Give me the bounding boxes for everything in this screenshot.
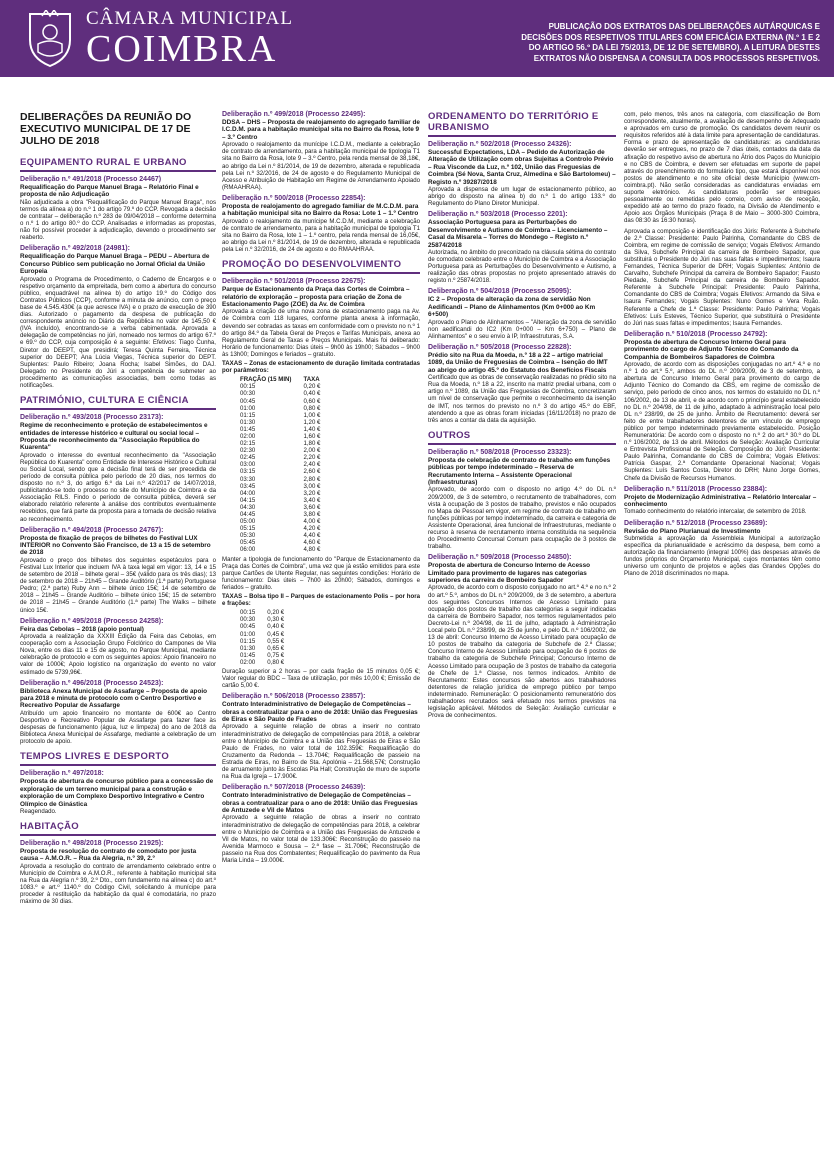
- tax-row: [240, 546, 332, 553]
- brand: [86, 8, 293, 68]
- deliberation-number: Deliberação n.º 506/2018 (Processo 23857):: [222, 693, 366, 701]
- tax-row: [240, 412, 332, 419]
- section-heading: PATRIMÓNIO, CULTURA E CIÊNCIA: [20, 395, 216, 410]
- tax-row: [240, 659, 296, 666]
- deliberation-title: Proposta de resolução do contrato de comodato por justa causa – A.M.O.R. – Rua da Alegria, n.º 39, 2.º: [20, 848, 197, 863]
- tax-row: [240, 497, 332, 504]
- tax-fraction: 03:45: [240, 482, 256, 490]
- tax-value: 0,20 €: [267, 609, 285, 617]
- tax-value: 4,00 €: [303, 518, 321, 526]
- deliberation-title: Associação Portuguesa para as Perturbações do Desenvolvimento e Autismo de Coimbra – Licenciamento – Casal da Misarela – Torres do Mondego – Registo n.º 25874/2018: [428, 219, 608, 249]
- deliberation-number: Deliberação n.º 500/2018 (Processo 22854):: [222, 194, 366, 202]
- tax-value: 3,80 €: [303, 511, 321, 518]
- tax-row: [240, 461, 332, 468]
- tax-value: 2,60 €: [303, 468, 321, 476]
- deliberation-title: Biblioteca Anexa Municipal de Assafarge – Proposta de apoio para 2018 e minuta de protocolo com o Centro Desportivo e Recreativo Popular de Assafarge: [20, 687, 208, 710]
- tax-fraction: 02:30: [240, 447, 256, 455]
- deliberation-body: Aprovado o realojamento da munícipe M.C.D.M, mediante a celebração de contrato de arrendamento, para a habitação municipal de tipologia T1 sita no Bairro da Rosa, lote 1 – 1.º centro, pela renda mensal de 16,05€, ao abrigo da Lei n.º 81/2014, de 19 de dezembro, alterada e republicada pela Lei n.º 32/2016, de 24 de agosto e do RMAAHRAA.: [222, 217, 420, 254]
- tax-row: [240, 454, 332, 461]
- deliberation-title: Requalificação do Parque Manuel Braga – PEDU – Abertura de Concurso Público sem publicação no Jornal Oficial da União Europeia: [20, 253, 210, 276]
- tax-row: [240, 518, 332, 525]
- deliberation-body: Aprovado o Programa de Procedimento, o Caderno de Encargos e o respetivo orçamento da empreitada, bem como a abertura do concurso público, enquadrável na alínea b) do artigo 19.º do Código dos Contratos Públicos (CCP), conforme a minuta de anúncio, com o preço base de 4.545.430€ (a que acresce IVA) e o prazo de execução de 390 dias. Autorizado o pagamento da despesa de publicação do correspondente anúncio no Diário da República no valor de 145,50 € (IVA incluído), encontrando-se a verba cabimentada. Aprovada a delegação de competências no júri, nomeado nos termos do artigo 67.º e 69.º do CCP, cuja composição é a seguinte: Efetivos: Tiago Cunha, Diretor do DEEPT, que presidirá; Teresa Quinta Ferreira, Técnica superior do DEEPT; Ana Lúcia Viegas, Técnica superior do DEPT. Suplentes: Paulo Ribeiro; Joana Rocha; Isabel Simões, do DAJ. Delegado no Presidente do Júri a competência de submeter ao procedimento as comunicações associadas, bem como todas as notificações.: [20, 275, 216, 389]
- tax-value: 0,80 €: [267, 658, 285, 666]
- tax-value: 4,60 €: [303, 539, 321, 547]
- deliberation-title: Requalificação do Parque Manuel Braga – Relatório Final e proposta de não Adjudicação: [20, 184, 199, 199]
- tax-value: 3,60 €: [303, 503, 321, 511]
- tax-row: [240, 447, 332, 454]
- tax-row: [240, 631, 296, 638]
- deliberation-number: Deliberação n.º 492/2018 (24981):: [20, 245, 130, 253]
- tax-value: 1,00 €: [303, 411, 321, 419]
- tax-value: 0,75 €: [267, 651, 285, 659]
- tax-row: [240, 623, 296, 630]
- deliberation-number: Deliberação n.º 494/2018 (Processo 24767):: [20, 526, 164, 534]
- section-heading: OUTROS: [428, 430, 616, 445]
- deliberation-number: Deliberação n.º 495/2018 (Processo 24258):: [20, 617, 164, 625]
- deliberation-body: Aprovado o preço dos bilhetes dos seguintes espetáculos para o Festival Lux Interior que incluem IVA à taxa legal em vigor: 13, 14 e 15 de setembro de 2018 – bilhete geral – 35€ (válido para os três dias); 13 de setembro de 2018 – 21h45 – Grande Auditório (1.ª parte) Portuguese Pedro; (2.ª parte) Ruby Ann – bilhete único 15€; 14 de setembro de 2018 – 21h45 – Grande Auditório – bilhete único 15€; 15 de setembro de 2018 – 21h45 – Grande Auditório (1.ª parte) The Walks – bilhete único 15€.: [20, 556, 216, 614]
- tax-value: 1,80 €: [303, 440, 321, 448]
- deliberation-number: Deliberação n.º 497/2018:: [20, 770, 104, 778]
- tax-fraction: 02:00: [240, 658, 256, 666]
- tax-fraction: 06:00: [240, 546, 256, 554]
- deliberation-title: Successful Expectations, LDA – Pedido de Autorização de Alteração de Utilização com obras Sujeitas a Controlo Prévio – Rua Visconde da Luz, n.º 102, União das Freguesias de Coimbra (Sé Nova, Santa Cruz, Almedina e São Bartolomeu) – Registo n.º 39287/2018: [428, 149, 616, 186]
- section-heading: TEMPOS LIVRES E DESPORTO: [20, 751, 216, 766]
- deliberation-body: Tomado conhecimento do relatório intercalar, de setembro de 2018.: [624, 508, 807, 516]
- deliberation-title: Regime de reconhecimento e proteção de estabelecimentos e entidades de interesse histórico e cultural ou social local – Proposta de reconhecimento da "Associação República do Kuarenta": [20, 422, 208, 452]
- publication-notice: PUBLICAÇÃO DOS EXTRATOS DAS DELIBERAÇÕES AUTÁRQUICAS E DECISÕES DOS RESPETIVOS TITULARES COM EFICÁCIA EXTERNA (N.º 1 E 2 DO ARTIGO 56.º DA LEI 75/2013, DE 12 DE SETEMBRO). A LEITURA DESTES EXTRATOS NÃO DISPENSA A CONSULTA DOS PROCESSOS RESPETIVOS.: [521, 22, 820, 63]
- deliberation-body: Aprovado a seguinte relação de obras a inserir no contrato interadministrativo de delegação de competências para 2018, a celebrar entre o Município de Coimbra e a União das Freguesias de Eiras e São Paulo de Frades, no valor total de 102.359€: Requalificação do Cruzamento da Redonda – 13.704€; Requalificação de passeio na Estrada de Eiras, no Bairro de Sta. Apolónia – 21.568,57€; Construção de arruamento junto às Escolas Pia Hall; Construção de muro de suporte na Rua da Igreja – 17.900€.: [222, 723, 420, 781]
- section-heading: ORDENAMENTO DO TERRITÓRIO E URBANISMO: [428, 111, 616, 137]
- deliberation-title: Proposta de abertura de Concurso Interno Geral para provimento do cargo de Adjunto Técnico do Comando da Companhia de Bombeiros Sapadores de Coimbra: [624, 338, 799, 361]
- section-heading: PROMOÇÃO DO DESENVOLVIMENTO: [222, 259, 420, 274]
- tax-fraction: 00:30: [240, 390, 256, 398]
- deliberation-body: Aprovado a seguinte relação de obras a inserir no contrato interadministrativo de delegação de competências para 2018, a celebrar entre o Município de Coimbra e a União das Freguesias de Antuzede e Vil de Matos, no valor total de 133.306€: Reconstrução do passeio na Avenida Marmoco e Sousa – 2.ª fase – 31.706€; Reconstrução de passeio na Rua dos Combatentes; Requalificação do pavimento da Rua Maria Linda – 19.000€.: [222, 814, 420, 864]
- tax-table-title: TAXAS – Bolsa tipo II – Parques de estacionamento Polis – por hora e frações:: [222, 593, 420, 608]
- tax-fraction: 01:30: [240, 418, 256, 426]
- tax-fraction: 01:00: [240, 630, 256, 638]
- tax-fraction: 00:15: [240, 383, 256, 391]
- deliberation-title: Feira das Cebolas – 2018 (apoio pontual): [20, 625, 144, 633]
- tax-fraction: 03:15: [240, 468, 256, 476]
- tax-fraction: 01:45: [240, 651, 256, 659]
- tax-value: 3,00 €: [303, 482, 321, 490]
- tax-col-header: TAXA: [303, 376, 320, 384]
- tax-row: [240, 405, 332, 412]
- tax-fraction: 05:30: [240, 532, 256, 540]
- deliberation-title: Projeto de Modernização Administrativa – Relatório Intercalar – conhecimento: [624, 493, 817, 509]
- tax-fraction: 03:00: [240, 461, 256, 469]
- deliberation-number: Deliberação n.º 499/2018 (Processo 22495):: [222, 111, 366, 118]
- brand-line2: COIMBRA: [86, 28, 278, 70]
- page-title: DELIBERAÇÕES DA REUNIÃO DO EXECUTIVO MUNICIPAL DE 17 DE JULHO DE 2018: [20, 111, 192, 147]
- tax-row: [240, 433, 332, 440]
- tax-fraction: 05:15: [240, 525, 256, 533]
- tax-fraction: 04:15: [240, 496, 256, 504]
- tax-row: [240, 504, 332, 511]
- tax-col-header: FRAÇÃO (15 MIN): [240, 376, 292, 384]
- page-header: [0, 0, 834, 77]
- tax-table-2: [240, 609, 296, 666]
- deliberation-number: Deliberação n.º 491/2018 (Processo 24467): [20, 176, 162, 183]
- deliberation-body: Reagendado.: [20, 807, 57, 815]
- deliberation-body: Aprovado o interesse do eventual reconhecimento da "Associação República do Kuarenta" como Entidade de Interesse Histórico e Cultural ou Social Local, sendo que a decisão final terá de ser precedida de período de consulta pública pelo período de 20 dias, nos termos do disposto no n.º 3, do artigo 6.º da Lei n.º 42/2017 de 14/07/2018, publicitando-se todo o processo no site do Município de Coimbra e da Associação RILS. Findo o período de consulta pública, deverá ser elaborado relatório referente à análise dos contributos eventualmente recebidos, que fará parte da proposta para a tomada de decisão relativa ao reconhecimento.: [20, 451, 216, 523]
- deliberation-title: Parque de Estacionamento da Praça das Cortes de Coimbra – relatório de exploração – proposta para criação de Zona de Estacionamento Pago (ZOE) da Av. de Coimbra: [222, 286, 410, 308]
- tax-row: [240, 390, 332, 397]
- tax-value: 0,55 €: [267, 637, 285, 645]
- column-4: [624, 111, 820, 578]
- deliberation-title: DDSA – DHS – Proposta de realojamento do agregado familiar de I.C.D.M. para a habitação municipal sita no Bairro da Rosa, lote 9 – 3.º Centro: [222, 119, 420, 141]
- deliberation-body: Não adjudicada a obra "Requalificação do Parque Manuel Braga", nos termos da alínea a) do n.º 1 do artigo 79.º do CCP. Revogada a decisão de contratar – deliberação n.º 283 de 09/04/2018 – conforme determina o n.º 1 do artigo 80.º do CCP. Analisadas e informadas as propostas, não foi possível proceder à adjudicação, devendo o procedimento ser reaberto.: [20, 198, 216, 242]
- column-2: [222, 111, 420, 864]
- tax-value: 0,40 €: [303, 390, 321, 398]
- deliberation-body: Aprovada a composição e identificação dos Júris: Referente à Subchefe de 2.ª Classe: Presidente: Paulo Palrinha, Comandante do CBS de Coimbra, em regime de comissão de serviço; Vogais Efetivos: Armando da Silva, Subchefe Principal da carreira de Bombeiro Sapador, que substituirá o Presidente do Júri nas suas faltas e impedimentos; Isaura Fernandes, Técnica Superior de DRH; Vogais Suplentes: António de Carvalho, Subchefe Principal da carreira de Bombeiro Sapador; Fausto Piedade, Subchefe Principal da carreira de Bombeiro Sapador. Referente à Subchefe Principal: Presidente: Paulo Palrinha, Comandante do CBS de Coimbra; Vogais Efetivos: Armando da Silva e Isaura Fernandes; Vogais Suplentes: Nuno Gomes e Vera Ruão. Referente a Chefe de 1.ª Classe: Presidente: Paulo Palrinha; Vogais Efetivos: Luís Esteves, Técnico Superior, que substituirá o Presidente do Júri nas suas faltas e impedimentos; Isaura Fernandes.: [624, 227, 820, 327]
- tax-fraction: 05:00: [240, 518, 256, 526]
- tax-row: [240, 398, 332, 405]
- tax-value: 0,40 €: [267, 623, 285, 631]
- tax-value: 3,20 €: [303, 489, 321, 497]
- tax-row: [240, 490, 332, 497]
- tax-row: [240, 638, 296, 645]
- deliberation-body: Aprovado o realojamento da munícipe I.C.D.M., mediante a celebração de contrato de arrendamento, para a habitação municipal de tipologia T1 sita no Bairro da Rosa, lote 9 – 3.º Centro, pela renda mensal de 38,18€, ao abrigo da Lei n.º 81/2014, de 19 de dezembro, alterada e republicada pela Lei n.º 32/2016, de 24 de agosto e do Regulamento Municipal de Acesso e Atribuição de Habitação em Regime de Arrendamento Apoiado (RMAAHRAA).: [222, 141, 420, 191]
- tax-fraction: 05:45: [240, 539, 256, 547]
- deliberation-body: Submetida a aprovação da Assembleia Municipal a autorização específica da plurianualidade e acréscimo da despesa, bem como a autorização da financiamento (integral 100%) das despesas através de fundos próprios do Orçamento Municipal, cujos montantes têm como universo um conjunto de projetos e ações das Grandes Opções do Plano de 2018 discriminados no mapa.: [624, 534, 820, 578]
- tax-fraction: 04:30: [240, 503, 256, 511]
- deliberation-number: Deliberação n.º 511/2018 (Processo 23884):: [624, 485, 768, 493]
- section-heading: HABITAÇÃO: [20, 821, 216, 836]
- tax-value: 0,30 €: [267, 616, 285, 624]
- deliberation-number: Deliberação n.º 507/2018 (Processo 24639):: [222, 784, 366, 792]
- tax-row: [240, 383, 332, 390]
- tax-row: [240, 525, 332, 532]
- tax-row: [240, 483, 332, 490]
- tax-row: [240, 426, 332, 433]
- tax-fraction: 02:00: [240, 432, 256, 440]
- tax-row: [240, 511, 332, 518]
- section-heading: EQUIPAMENTO RURAL E URBANO: [20, 157, 216, 172]
- tax-fraction: 01:30: [240, 644, 256, 652]
- deliberation-title: Prédio sito na Rua da Moeda, n.º 18 a 22 – artigo matricial 1089, da União de Freguesias de Coimbra – Isenção do IMT ao abrigo do artigo 45.º do Estatuto dos Benefícios Fiscais: [428, 351, 608, 374]
- tax-value: 0,65 €: [267, 644, 285, 652]
- deliberation-body: com, pelo menos, três anos na categoria, com classificação de Bom correspondente, atualmente, a avaliação de desempenho de Adequado e aprovados em curso de promoção. Os candidatos devem reunir os requisitos referidos até à data limite para apresentação de candidaturas. Forma e prazo de apresentação de candidaturas: as candidaturas deverão ser entregues, no prazo de 7 dias úteis, contados da data da afixação do respetivo aviso de abertura no Átrio dos Paços do Município e no CBS de Coimbra, e devem ser efetuadas em suporte de papel através do preenchimento do formulário tipo, que estará disponível nos postos de atendimento e no site oficial deste Município (www.cm-coimbra.pt). Não serão consideradas as candidaturas enviadas em suporte eletrónico. As candidaturas poderão ser entregues pessoalmente ou remetidas pelo correio, com aviso de receção, expedido até ao termo do prazo fixado, na Divisão de Atendimento e Apoio aos Órgãos Municipais (Praça 8 de Maio – 3000-300 Coimbra, das 08:30 às 16:30 horas).: [624, 111, 820, 225]
- tax-table-title: TAXAS – Zonas de estacionamento de duração limitada contratadas por parâmetros:: [222, 360, 420, 375]
- tax-fraction: 01:15: [240, 637, 256, 645]
- tax-fraction: 00:45: [240, 397, 256, 405]
- tax-row: [240, 609, 296, 616]
- deliberation-body: Certificado que as obras de conservação realizadas no prédio sito na Rua da Moeda, n.º 18 a 22, inscrito na matriz predial urbana, com o artigo n.º 1089, da União das Freguesias de Coimbra, concretizaram um nível de conservação que permite o reconhecimento da isenção de IMT, nos termos do previsto no n.º 3 do artigo 45.º do EBF, atendendo a que as obras foram iniciadas (16/11/2018) no prazo de três anos a contar da data da aquisição.: [428, 374, 616, 424]
- deliberation-title: Proposta de realojamento do agregado familiar de M.C.D.M. para a habitação municipal sita no Bairro da Rosa: Lote 1 – 1.º Centro: [222, 202, 419, 218]
- deliberation-title: Proposta de abertura de concurso público para a concessão de exploração de um terreno municipal para a construção e exploração de um Complexo Desportivo Integrativo e Centro Olímpico de Ginástica: [20, 778, 214, 808]
- deliberation-body: Aprovada a realização da XXXIII Edição da Feira das Cebolas, em cooperação com a Associação Grupo Folclórico do Campones de Vila Nova, entre os dias 11 e 15 de agosto, no Parque Municipal, mediante celebração de protocolo e com os seguintes apoios: Apoio financeiro no valor de 1000€; Apoio logístico na organização do evento no valor estimado de 5739,96€.: [20, 633, 216, 676]
- deliberation-body: Manter a tipologia de funcionamento do "Parque de Estacionamento da Praça das Cortes de Coimbra", uma vez que já estão emitidos para este parque Cartões de Utente Regular, nas seguintes condições: Horário de funcionamento: Dias úteis – 7h00 às 20h00; Sábados, domingos e feriados – gratuito.: [222, 555, 420, 591]
- coimbra-coat-of-arms-icon: [22, 10, 78, 68]
- tax-value: 4,40 €: [303, 532, 321, 540]
- tax-row: [240, 476, 332, 483]
- tax-value: 2,80 €: [303, 475, 321, 483]
- deliberation-number: Deliberação n.º 496/2018 (Processo 24523):: [20, 679, 164, 687]
- tax-value: 4,20 €: [303, 525, 321, 533]
- deliberation-number: Deliberação n.º 493/2018 (Processo 23173):: [20, 414, 164, 422]
- deliberation-number: Deliberação n.º 504/2018 (Processo 25095):: [428, 288, 572, 296]
- tax-fraction: 01:45: [240, 425, 256, 433]
- brand-line1: CÂMARA MUNICIPAL: [86, 8, 293, 29]
- tax-fraction: 03:30: [240, 475, 256, 483]
- tax-row: [240, 539, 332, 546]
- deliberation-number: Deliberação n.º 512/2018 (Processo 23689):: [624, 519, 768, 527]
- deliberation-number: Deliberação n.º 505/2018 (Processo 22828):: [428, 343, 572, 351]
- tax-value: 1,20 €: [303, 418, 321, 426]
- deliberation-number: Deliberação n.º 502/2018 (Processo 24326):: [428, 141, 572, 148]
- tax-fraction: 01:15: [240, 411, 256, 419]
- tax-value: 3,40 €: [303, 496, 321, 504]
- column-3: [428, 111, 616, 719]
- tax-fraction: 00:15: [240, 609, 256, 617]
- tax-row: [240, 652, 296, 659]
- deliberation-number: Deliberação n.º 503/2018 (Processo 2201):: [428, 211, 568, 219]
- deliberation-body: Aprovada a criação de uma nova zona de estacionamento paga na Av. de Coimbra com 118 lugares, conforme planta anexa à informação, devendo ser cobradas as taxas em conformidade com o previsto no n.º 1 do artigo 84.º da Tabela Geral de Preços e Tarifas Municipais, anexa ao Regulamento Geral de Taxas e Preços Municipais. Mais foi deliberado: Horário de funcionamento: Dias úteis – 9h00 às 19h00; Sábados – 9h00 às 13h00; Domingos e feriados – gratuito.: [222, 308, 420, 358]
- tax-row: [240, 645, 296, 652]
- tax-value: 2,40 €: [303, 461, 321, 469]
- deliberation-body: Aprovado o Plano de Alinhamentos – "Alteração da zona de servidão non aedificandi do IC2 (Km 0+000 – Km 6+750) – Plano de Alinhamentos" e o seu envio à IP, Infraestruturas, S.A.: [428, 318, 616, 340]
- tax-fraction: 04:00: [240, 489, 256, 497]
- deliberation-body: Aprovada a resolução do contrato de arrendamento celebrado entre o Município de Coimbra e A.M.O.R., referente à habitação municipal sita na Rua da Alegria n.º 39, 2.º Dto., com fundamento na alínea c) do art.º 1083.º e art.º 1140.º do Código Civil, solicitando à munícipe para proceder à restituição da habitação da qual é comodatária, no prazo máximo de 30 dias.: [20, 862, 216, 906]
- tax-fraction: 02:15: [240, 440, 256, 448]
- deliberation-title: Proposta de celebração de contrato de trabalho em funções públicas por tempo indeterminado – Reserva de Recrutamento Interna – Assistente Operacional (Infraestruturas): [428, 456, 611, 486]
- tax-value: 2,00 €: [303, 447, 321, 455]
- tax-value: 2,20 €: [303, 454, 321, 462]
- tax-value: 0,60 €: [303, 397, 321, 405]
- deliberation-body: Atribuído um apoio financeiro no montante de 600€ ao Centro Desportivo e Recreativo Popular de Assafarge para fazer face às despesas de funcionamento (água, luz e limpeza) do ano de 2018 da Biblioteca Anexa Municipal de Assafarge, mediante a celebração de um protocolo de apoio.: [20, 709, 216, 746]
- tax-row: [240, 532, 332, 539]
- deliberation-title: Contrato Interadministrativo de Delegação de Competências – obras a contratualizar para o ano de 2018: União das Freguesias de Eiras e São Paulo de Frades: [222, 701, 418, 724]
- tax-fraction: 04:45: [240, 511, 256, 518]
- tax-value: 1,60 €: [303, 432, 321, 440]
- tax-value: 0,20 €: [303, 383, 321, 391]
- tax-value: 1,40 €: [303, 425, 321, 433]
- deliberation-title: IC 2 – Proposta de alteração da zona de servidão Non Aedificandi – Plano de Alinhamentos (Km 0+000 ao Km 6+500): [428, 296, 596, 319]
- tax-table: [240, 376, 332, 553]
- tax-fraction: 00:45: [240, 623, 256, 631]
- deliberation-title: Proposta de abertura de Concurso Interno de Acesso Limitado para provimento de lugares nas categorias superiores da carreira de Bombeiro Sapador: [428, 562, 591, 585]
- deliberation-body: Duração superior a 2 horas – por cada fração de 15 minutos 0,05 €; Valor regular do BDC – Taxa de utilização, por mês 10,00 €; Emissão de cartão 5,00 €.: [222, 667, 420, 690]
- deliberation-body: Aprovado, de acordo com as disposições conjugadas no art.º 4.º e no n.º 1 do art.º 5.º, ambos do DL n.º 209/2009, de 3 de setembro, a abertura de Concurso Interno Geral para provimento do cargo de Adjunto Técnico do Comando da CBS, em regime de comissão de serviço, pelo período de cinco anos, nos termos do estatuído no DL n.º 106/2002, de 13 de abril, e de acordo com o princípio geral estabelecido no DL n.º 204/98, de 11 de julho, adaptado à administração local pelo DL n.º 238/99, de 25 de junho. Âmbito de Recrutamento: deverá ser feito de entre trabalhadores detentores de um vínculo de emprego público por tempo indeterminado previamente estabelecido. Posição Remuneratória: De acordo com o disposto no n.º 2 do art.º 30.º do DL n.º 106/2002, de 13 de abril. Métodos de Seleção: Avaliação Curricular e Entrevista Profissional de Seleção. Composição do Júri: Presidente: Paulo Palrinha, Comandante do CBS de Coimbra; Vogais Efetivos: Patrícia Gaspar, 2.ª Comandante Operacional Nacional; Vogais Suplentes: Luís Santos Costa, Diretor do DRH; Nuno Jorge Gomes, Chefe da Divisão de Recursos Humanos.: [624, 361, 820, 482]
- deliberation-number: Deliberação n.º 510/2018 (Processo 24792):: [624, 330, 768, 338]
- tax-fraction: 01:00: [240, 404, 256, 412]
- deliberation-title: Revisão do Plano Plurianual de Investimento: [624, 527, 761, 535]
- tax-value: 0,45 €: [267, 630, 285, 638]
- tax-row: [240, 419, 332, 426]
- column-1: [20, 111, 216, 905]
- deliberation-body: Aprovado, de acordo com o disposto no artigo 4.º do DL n.º 209/2009, de 3 de setembro, o recrutamento de trabalhadores, com vista à ocupação de 3 postos de trabalho, previstos e não ocupados no Mapa de Pessoal em vigor, em regime de contrato de trabalho em funções públicas por tempo indeterminado, da carreira e categoria de Assistente Operacional, área funcional de Infraestruturas, mediante o recurso à reserva de recrutamento interna constituída na sequência do Procedimento Concursal Comum para ocupação de 3 postos de trabalho.: [428, 486, 616, 551]
- deliberation-body: Autorizada, no âmbito do preconizado na cláusula sétima do contrato de comodato celebrado entre o Município de Coimbra e a Associação Portuguesa para as Perturbações do Desenvolvimento e Autismo, a realização das obras propostas no projeto apresentado através do registo n.º 25874/2018.: [428, 248, 616, 285]
- deliberation-number: Deliberação n.º 508/2018 (Processo 23323):: [428, 448, 572, 456]
- deliberation-title: Contrato Interadministrativo de Delegação de Competências – obras a contratualizar para o ano de 2018: União das Freguesias de Antuzede e Vil de Matos: [222, 792, 418, 815]
- tax-value: 4,80 €: [303, 546, 321, 554]
- deliberation-number: Deliberação n.º 509/2018 (Processo 24850):: [428, 554, 572, 562]
- tax-fraction: 02:45: [240, 454, 256, 462]
- tax-value: 0,80 €: [303, 404, 321, 412]
- deliberation-body: Aprovada a dispensa de um lugar de estacionamento público, ao abrigo do disposto na alínea b) do n.º 1 do artigo 133.º do Regulamento do Plano Diretor Municipal.: [428, 186, 616, 208]
- deliberation-number: Deliberação n.º 501/2018 (Processo 22675):: [222, 278, 366, 286]
- deliberation-title: Proposta de fixação de preços de bilhetes do Festival LUX INTERIOR no Convento São Francisco, de 13 a 15 de setembro de 2018: [20, 534, 211, 557]
- deliberation-number: Deliberação n.º 498/2018 (Processo 21925):: [20, 840, 164, 847]
- tax-fraction: 00:30: [240, 616, 256, 624]
- tax-row: [240, 468, 332, 475]
- tax-row: [240, 440, 332, 447]
- tax-row: [240, 616, 296, 623]
- deliberation-body: Aprovado, de acordo com o disposto conjugado no art.º 4.º e no n.º 2 do art.º 5.º, ambos do DL n.º 209/2009, de 3 de setembro, a abertura dos seguintes Concursos Internos de Acesso Limitado para ocupação dos postos de trabalho das categorias a seguir indicadas da carreira de Bombeiro Sapador, nos termos regulamentados pelo Decreto-Lei n.º 204/98, de 11 de julho, adaptado à Administração Local pelo DL n.º 238/99, de 25 de junho, e pelo DL n.º 106/2002, de 13 de abril: Concurso Interno de Acesso Limitado para ocupação de 10 postos de trabalho da categoria de Subchefe de 2.ª Classe; Concurso Interno de Acesso Limitado para ocupação de 6 postos de trabalho da categoria de Subchefe Principal; Concurso Interno de Acesso Limitado para ocupação de 3 postos de trabalho da categoria de Chefe de 1.ª Classe, nos termos indicados. Ambito de Recrutamento: Estes concursos são abertos aos trabalhadores detentores de relação jurídica de emprego público por tempo indeterminado. Remuneração: O posicionamento remuneratório dos trabalhadores recrutados será efetuado nos termos previstos na legislação aplicável. Métodos de Seleção: Avaliação curricular e Prova de conhecimentos.: [428, 584, 616, 720]
